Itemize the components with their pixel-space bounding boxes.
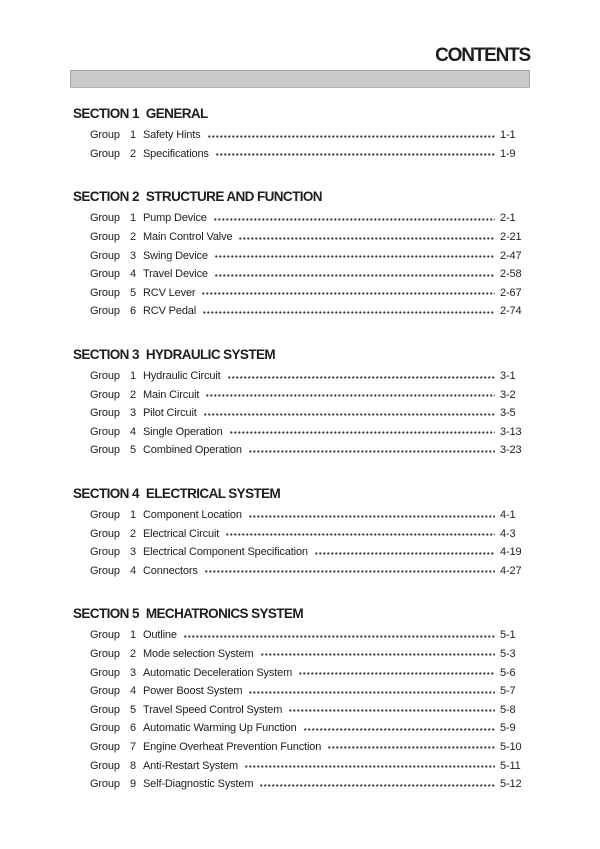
page-number: 4-27	[500, 564, 522, 577]
group-number: 5	[130, 286, 136, 299]
dotted-leader	[216, 153, 495, 156]
group-title: Electrical Component Specification	[143, 546, 308, 559]
group-number: 5	[130, 444, 136, 457]
page-number: 1-1	[500, 129, 516, 142]
page-number: 3-1	[500, 370, 516, 383]
dotted-leader	[328, 746, 495, 749]
group-title: Engine Overheat Prevention Function	[143, 740, 322, 753]
group-title: Pilot Circuit	[143, 407, 197, 420]
dotted-leader	[215, 255, 495, 258]
group-label: Group	[90, 129, 120, 142]
group-number: 3	[130, 249, 136, 262]
group-title: RCV Lever	[143, 286, 196, 299]
page-title: CONTENTS	[435, 45, 530, 66]
dotted-leader	[261, 653, 495, 656]
dotted-leader	[204, 413, 495, 416]
section-number: SECTION 4	[73, 485, 139, 501]
page-number: 4-1	[500, 509, 516, 522]
dotted-leader	[249, 691, 495, 694]
page-number: 3-5	[500, 407, 516, 420]
toc-entry	[70, 145, 530, 164]
dotted-leader	[203, 311, 495, 314]
group-title: Mode selection System	[143, 647, 254, 660]
group-label: Group	[90, 740, 120, 753]
toc-sections	[70, 107, 530, 793]
group-number: 1	[130, 629, 136, 642]
dotted-leader	[315, 552, 495, 555]
group-label: Group	[90, 231, 120, 244]
section-title: ELECTRICAL SYSTEM	[145, 485, 281, 501]
group-title: Anti-Restart System	[143, 759, 238, 772]
group-label: Group	[90, 778, 120, 791]
group-label: Group	[90, 249, 120, 262]
page-number: 5-7	[500, 685, 516, 698]
section-number: SECTION 5	[73, 606, 139, 622]
group-title: Single Operation	[143, 425, 223, 438]
page-number: 3-2	[500, 388, 516, 401]
dotted-leader	[299, 672, 495, 675]
group-number: 7	[130, 740, 136, 753]
page-number: 2-21	[500, 231, 522, 244]
group-number: 1	[130, 509, 136, 522]
section-heading	[73, 487, 530, 501]
group-label: Group	[90, 722, 120, 735]
dotted-leader	[184, 635, 495, 638]
group-label: Group	[90, 407, 120, 420]
toc-entry	[70, 645, 530, 664]
toc-section	[70, 348, 530, 460]
toc-section	[70, 487, 530, 580]
dotted-leader	[228, 376, 495, 379]
page-number: 1-9	[500, 147, 516, 160]
dotted-leader	[260, 784, 495, 787]
group-label: Group	[90, 564, 120, 577]
toc-entry	[70, 506, 530, 525]
dotted-leader	[214, 218, 495, 221]
group-number: 2	[130, 527, 136, 540]
dotted-leader	[206, 394, 495, 397]
group-label: Group	[90, 370, 120, 383]
toc-entry	[70, 265, 530, 284]
toc-entry	[70, 543, 530, 562]
dotted-leader	[245, 765, 495, 768]
page-number: 3-13	[500, 425, 522, 438]
page-number: 5-3	[500, 647, 516, 660]
group-title: Hydraulic Circuit	[143, 370, 221, 383]
group-title: Main Circuit	[143, 388, 200, 401]
page-number: 5-11	[500, 759, 521, 772]
dotted-leader	[202, 292, 495, 295]
group-label: Group	[90, 268, 120, 281]
group-number: 2	[130, 647, 136, 660]
group-label: Group	[90, 527, 120, 540]
toc-entry	[70, 367, 530, 386]
group-label: Group	[90, 305, 120, 318]
toc-entry	[70, 626, 530, 645]
group-number: 4	[130, 564, 136, 577]
section-title: MECHATRONICS SYSTEM	[145, 606, 303, 622]
group-number: 4	[130, 268, 136, 281]
group-number: 4	[130, 685, 136, 698]
toc-entry	[70, 700, 530, 719]
group-title: Main Control Valve	[143, 231, 233, 244]
group-title: Automatic Warming Up Function	[143, 722, 297, 735]
group-label: Group	[90, 425, 120, 438]
page-number: 5-1	[500, 629, 516, 642]
group-label: Group	[90, 509, 120, 522]
page-number: 5-9	[500, 722, 516, 735]
dotted-leader	[215, 274, 495, 277]
group-number: 1	[130, 370, 136, 383]
section-heading	[73, 107, 530, 121]
group-title: Swing Device	[143, 249, 208, 262]
dotted-leader	[249, 515, 495, 518]
page-number: 5-10	[500, 740, 522, 753]
group-number: 3	[130, 546, 136, 559]
group-number: 2	[130, 388, 136, 401]
group-title: Automatic Deceleration System	[143, 666, 293, 679]
section-title: HYDRAULIC SYSTEM	[145, 346, 276, 362]
toc-entry	[70, 775, 530, 794]
group-label: Group	[90, 286, 120, 299]
toc-entry	[70, 126, 530, 145]
page-number: 2-58	[500, 268, 522, 281]
group-number: 1	[130, 129, 136, 142]
group-number: 1	[130, 212, 136, 225]
group-label: Group	[90, 444, 120, 457]
page-number: 2-74	[500, 305, 522, 318]
group-number: 2	[130, 231, 136, 244]
dotted-leader	[289, 709, 495, 712]
group-title: Connectors	[143, 564, 198, 577]
page-number: 4-19	[500, 546, 522, 559]
page-number: 3-23	[500, 444, 522, 457]
dotted-leader	[205, 570, 495, 573]
section-heading	[73, 607, 530, 621]
group-title: Safety Hints	[143, 129, 201, 142]
group-label: Group	[90, 703, 120, 716]
group-label: Group	[90, 388, 120, 401]
toc-entry	[70, 682, 530, 701]
group-label: Group	[90, 629, 120, 642]
group-label: Group	[90, 147, 120, 160]
group-label: Group	[90, 685, 120, 698]
group-number: 5	[130, 703, 136, 716]
section-number: SECTION 1	[73, 106, 139, 121]
toc-section	[70, 607, 530, 793]
dotted-leader	[230, 431, 495, 434]
group-title: Self-Diagnostic System	[143, 778, 254, 791]
page-number: 5-6	[500, 666, 516, 679]
group-number: 6	[130, 305, 136, 318]
group-number: 8	[130, 759, 136, 772]
toc-entry	[70, 562, 530, 581]
toc-section	[70, 107, 530, 163]
group-title: RCV Pedal	[143, 305, 197, 318]
group-title: Power Boost System	[143, 685, 243, 698]
toc-entry	[70, 284, 530, 303]
section-number: SECTION 2	[73, 189, 139, 205]
group-label: Group	[90, 546, 120, 559]
toc-entry	[70, 441, 530, 460]
toc-entry	[70, 209, 530, 228]
toc-entry	[70, 246, 530, 265]
toc-entry	[70, 385, 530, 404]
section-number: SECTION 3	[73, 346, 139, 362]
toc-entry	[70, 738, 530, 757]
dotted-leader	[239, 237, 495, 240]
dotted-leader	[208, 135, 495, 138]
group-number: 4	[130, 425, 136, 438]
toc-entry	[70, 423, 530, 442]
toc-entry	[70, 404, 530, 423]
dotted-leader	[304, 728, 495, 731]
group-title: Travel Device	[143, 268, 208, 281]
group-title: Pump Device	[143, 212, 207, 225]
page-number: 2-1	[500, 212, 516, 225]
group-label: Group	[90, 759, 120, 772]
group-title: Combined Operation	[143, 444, 242, 457]
toc-entry	[70, 719, 530, 738]
toc-entry	[70, 663, 530, 682]
group-title: Component Location	[143, 509, 242, 522]
page-number: 5-12	[500, 778, 522, 791]
section-heading	[73, 348, 530, 362]
group-label: Group	[90, 647, 120, 660]
page-number: 4-3	[500, 527, 516, 540]
group-title: Travel Speed Control System	[143, 703, 283, 716]
group-number: 6	[130, 722, 136, 735]
group-title: Specifications	[143, 147, 209, 160]
section-title: GENERAL	[145, 106, 208, 121]
group-label: Group	[90, 666, 120, 679]
toc-section	[70, 190, 530, 321]
title-underline-bar	[70, 70, 530, 88]
dotted-leader	[249, 450, 495, 453]
toc-entry	[70, 524, 530, 543]
toc-entry	[70, 756, 530, 775]
group-title: Outline	[143, 629, 177, 642]
section-heading	[73, 190, 530, 204]
group-number: 3	[130, 407, 136, 420]
page-number: 2-67	[500, 286, 522, 299]
toc-entry	[70, 302, 530, 321]
page-number: 5-8	[500, 703, 516, 716]
group-number: 3	[130, 666, 136, 679]
group-title: Electrical Circuit	[143, 527, 220, 540]
section-title: STRUCTURE AND FUNCTION	[145, 189, 322, 205]
dotted-leader	[226, 533, 495, 536]
group-number: 2	[130, 147, 136, 160]
page-number: 2-47	[500, 249, 522, 262]
toc-entry	[70, 228, 530, 247]
group-number: 9	[130, 778, 136, 791]
group-label: Group	[90, 212, 120, 225]
